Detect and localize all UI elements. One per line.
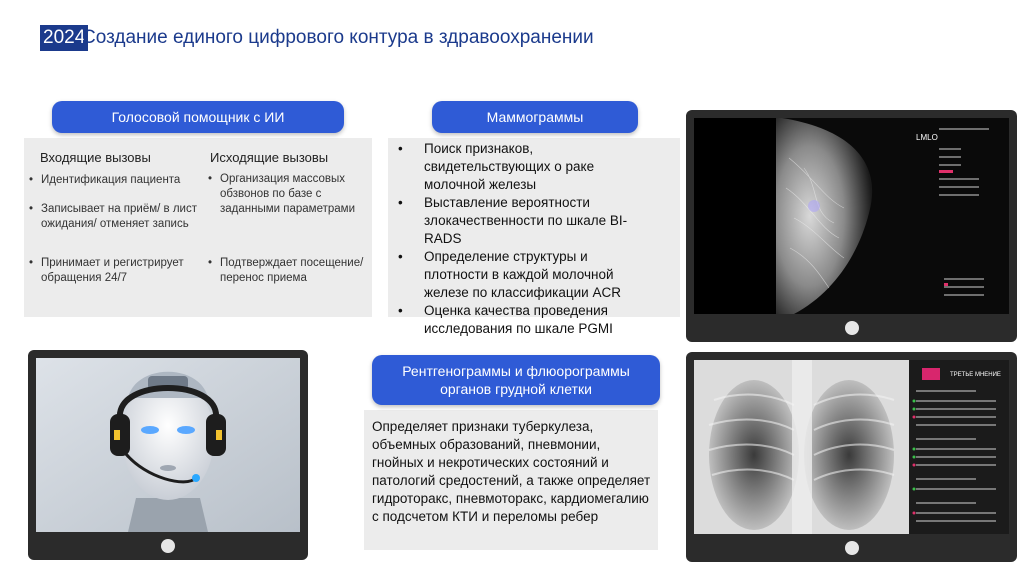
- xray-screen: [694, 360, 1009, 534]
- mammogram-screen: [694, 118, 1009, 314]
- chest-xray-image: [694, 360, 1009, 534]
- incoming-calls-title: Входящие вызовы: [40, 150, 151, 165]
- year-badge: 2024: [40, 25, 88, 51]
- page-title: Создание единого цифрового контура в здравоохранении: [82, 27, 594, 48]
- incoming-item: • Идентификация пациента: [41, 173, 201, 188]
- mammography-item: • Определение структуры и плотности в каждой молочной железе по классификации ACR: [394, 248, 652, 302]
- screen-label: LMLO: [916, 133, 938, 142]
- mammogram-monitor: [686, 110, 1017, 342]
- incoming-item: • Записывает на приём/ в лист ожидания/ отменяет запись: [41, 202, 201, 232]
- monitor-power-button: [845, 321, 859, 335]
- mammography-list: [394, 140, 652, 338]
- xray-description: Определяет признаки туберкулеза, объемных образований, пневмонии, гнойных и некротических состояний и патологий средостений, а также определяет гидроторакс, пневмоторакс, кардиомегалию с подсчетом КТИ и переломы ребер: [372, 419, 651, 524]
- xray-pill: Рентгенограммы и флюорограммы органов грудной клетки: [372, 355, 660, 405]
- mammogram-image: [694, 118, 1009, 314]
- logo-text: ТРЕТЬЕ МНЕНИЕ: [950, 372, 1001, 378]
- mammography-pill: Маммограммы: [432, 101, 638, 133]
- outgoing-calls-title: Исходящие вызовы: [210, 150, 329, 165]
- robot-monitor: [28, 350, 308, 560]
- monitor-power-button: [845, 541, 859, 555]
- mammography-item: • Оценка качества проведения исследования по шкале PGMI: [394, 302, 652, 338]
- robot-screen: [36, 358, 300, 532]
- incoming-item: • Принимает и регистрирует обращения 24/7: [41, 256, 206, 286]
- outgoing-item: • Организация массовых обзвонов по базе с заданными параметрами: [220, 172, 380, 217]
- mammography-item: • Поиск признаков, свидетельствующих о раке молочной железы: [394, 140, 652, 194]
- voice-assistant-pill: Голосовой помощник с ИИ: [52, 101, 344, 133]
- mammography-item: • Выставление вероятности злокачественности по шкале BI-RADS: [394, 194, 652, 248]
- monitor-power-button: [161, 539, 175, 553]
- outgoing-item: • Подтверждает посещение/ перенос приема: [220, 256, 380, 286]
- xray-monitor: [686, 352, 1017, 562]
- robot-image: [36, 358, 300, 532]
